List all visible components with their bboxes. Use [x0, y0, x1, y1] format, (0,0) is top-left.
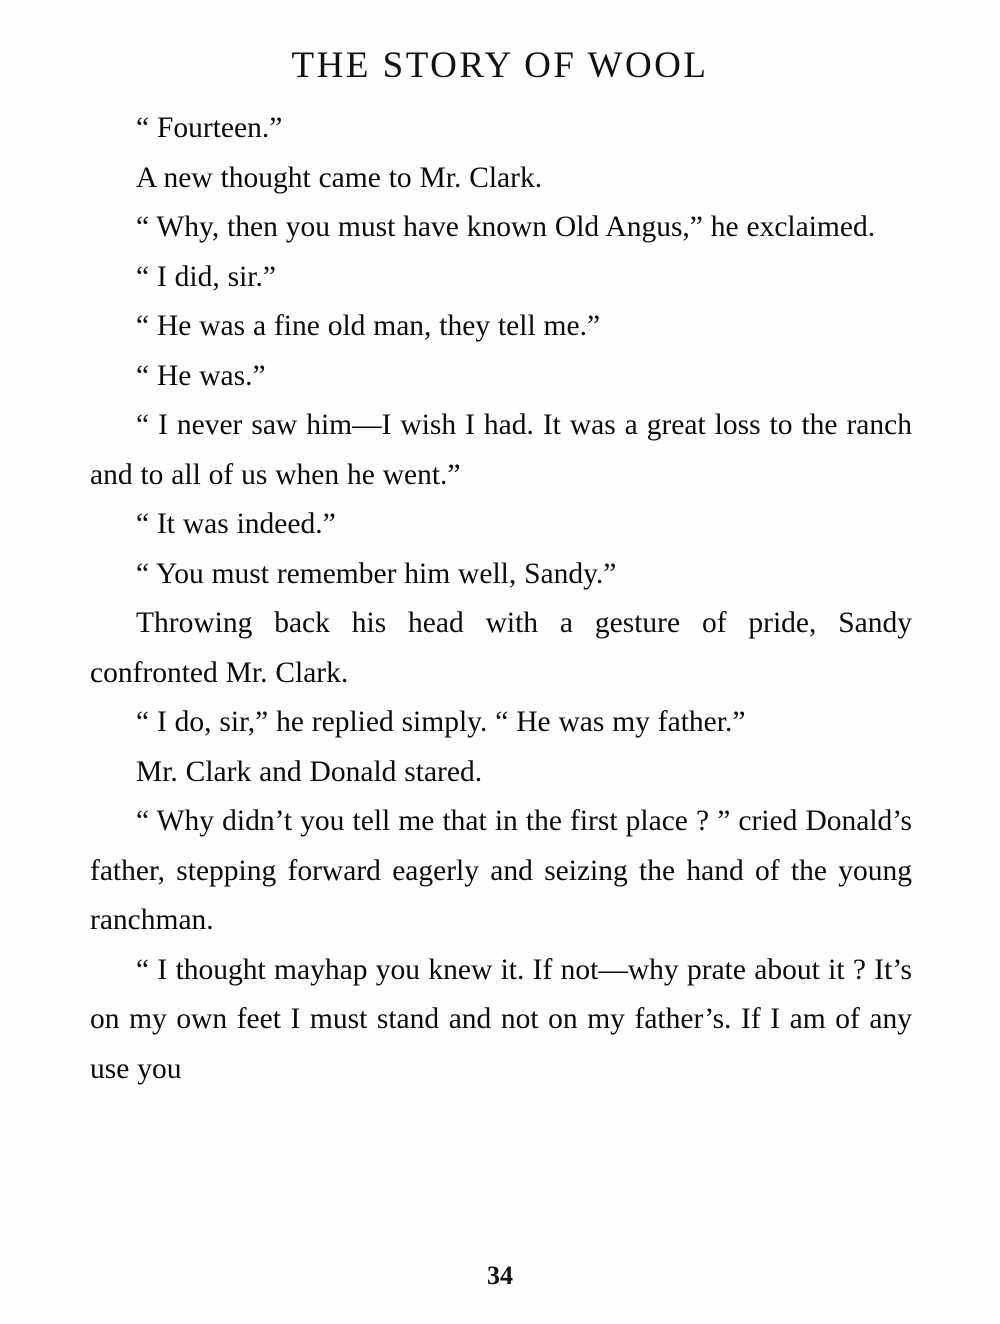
paragraph: “ He was.”: [136, 359, 266, 392]
paragraph: “ Fourteen.”: [136, 112, 283, 144]
paragraph: “ I thought mayhap you knew it. If not—why prate about it ? It’s on my own feet I must stand and not on my father’s. If I am of any use you: [90, 953, 912, 1085]
paragraph: “ He was a fine old man, they tell me.”: [136, 310, 601, 342]
page-number: 34: [487, 1261, 513, 1290]
running-head: THE STORY OF WOOL: [291, 45, 709, 86]
paragraph: “ I do, sir,” he replied simply. “ He was my father.”: [136, 706, 746, 738]
paragraph: “ Why, then you must have known Old Angus,” he exclaimed.: [136, 211, 876, 243]
paragraph: “ I did, sir.”: [136, 260, 276, 293]
page-body: [90, 104, 912, 1094]
paragraph: “ I never saw him—I wish I had. It was a great loss to the ranch and to all of us when he went.”: [90, 409, 912, 491]
paragraph: “ It was indeed.”: [136, 508, 336, 540]
paragraph: Throwing back his head with a gesture of pride, Sandy confronted Mr. Clark.: [90, 607, 912, 689]
paragraph: “ Why didn’t you tell me that in the first place ? ” cried Donald’s father, stepping forward eagerly and seizing the hand of the young ranchman.: [90, 805, 912, 936]
paragraph: Mr. Clark and Donald stared.: [136, 755, 483, 788]
paragraph: “ You must remember him well, Sandy.”: [136, 557, 617, 590]
paragraph: A new thought came to Mr. Clark.: [136, 161, 543, 194]
